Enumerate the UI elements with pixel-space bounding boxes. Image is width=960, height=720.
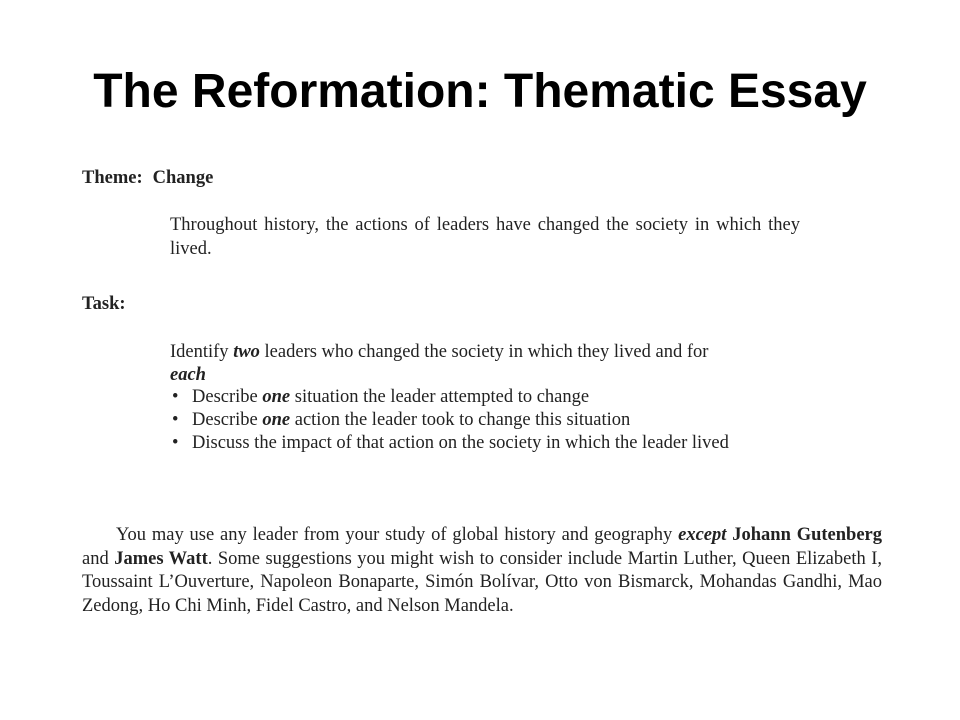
suggestions-except: except [678,525,727,545]
suggestions-text: . Some suggestions you might wish to consider include Martin Luther, Queen Elizabeth I, Toussaint L’Ouverture, Napoleon Bonaparte, Simón Bolívar, Otto von Bismarck, Mohandas Gandhi, Mao Zedong, Ho Chi Minh, Fidel Castro, and Nelson Mandela. [82,548,882,616]
task-intro-emphasis-each: each [170,365,206,385]
bullet-text: situation the leader attempted to change [290,387,590,407]
task-intro [170,341,800,387]
bullet-emphasis: one [262,410,291,430]
task-intro-text: leaders who changed the society in which they lived and for [259,342,709,362]
task-label: Task: [82,294,126,314]
suggestions-text: You may use any leader from your study of global history and geography [116,525,679,545]
bullet-icon: • [172,433,179,453]
bullet-text: Describe [192,387,263,407]
task-bullet-item [170,386,800,409]
theme-description: Throughout history, the actions of leaders have changed the society in which they lived. [170,215,800,259]
task-bullet-list [170,386,800,455]
task-bullet-item [170,432,800,455]
bullet-text: Discuss the impact of that action on the society in which the leader lived [192,433,729,453]
bullet-emphasis: one [262,387,291,407]
bullet-icon: • [172,410,179,430]
task-bullet-item [170,409,800,432]
bullet-icon: • [172,387,179,407]
bullet-text: Describe [192,410,263,430]
suggestions-name-watt: James Watt [114,548,208,569]
task-intro-emphasis-two: two [233,342,260,362]
slide-title: The Reformation: Thematic Essay [93,65,867,118]
theme-row [82,168,213,189]
suggestions-paragraph [82,524,882,618]
theme-value: Change [152,168,214,188]
task-intro-text: Identify [170,342,234,362]
theme-label: Theme: [82,168,143,188]
bullet-text: action the leader took to change this situation [290,410,631,430]
suggestions-name-gutenberg: Johann Gutenberg [732,525,883,545]
suggestions-text: and [82,548,115,569]
